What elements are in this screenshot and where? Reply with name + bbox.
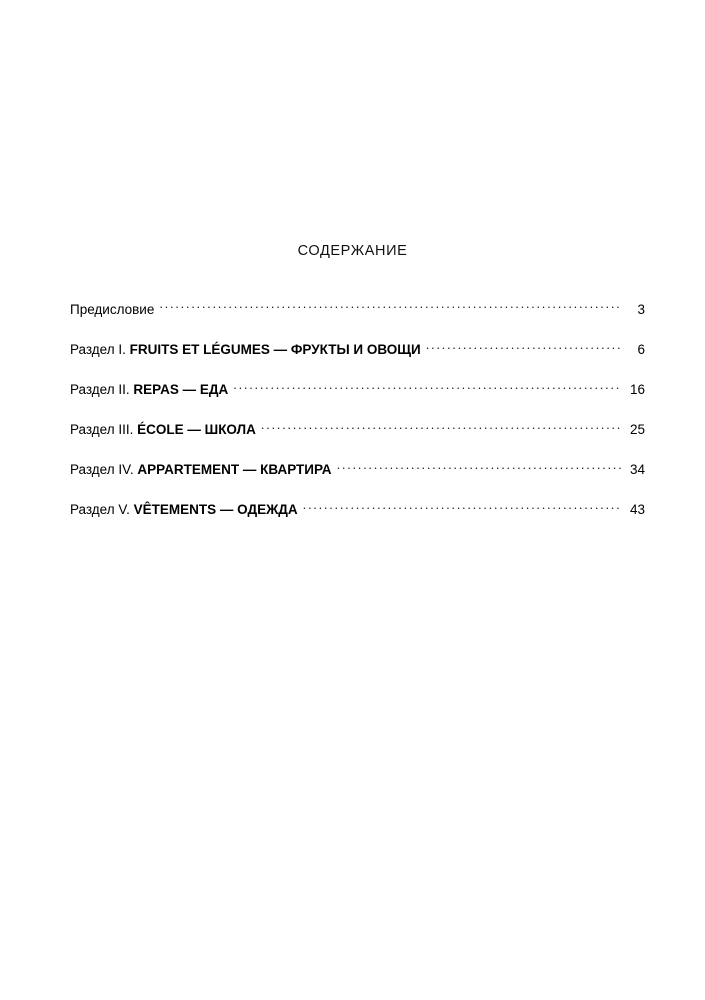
toc-entry-section-4[interactable]	[70, 461, 645, 479]
toc-entry-section-5[interactable]	[70, 501, 645, 519]
toc-leader-dots	[303, 501, 622, 515]
toc-leader-dots	[159, 300, 622, 314]
page-title: СОДЕРЖАНИЕ	[297, 243, 408, 259]
toc-entry-preface[interactable]	[70, 300, 645, 318]
toc-entry-prefix: Раздел III.	[70, 422, 138, 438]
toc-entry-page: 43	[629, 502, 645, 518]
toc-entry-title: ÉCOLE — ШКОЛА	[137, 422, 256, 438]
toc-entry-prefix: Раздел II.	[70, 381, 134, 397]
toc-entry-page: 34	[629, 462, 645, 478]
toc-entry-section-2[interactable]	[70, 380, 645, 398]
toc-entry-page: 6	[637, 341, 645, 357]
toc-entry-label	[70, 462, 332, 478]
toc-entry-label	[70, 502, 298, 518]
toc-entry-title: VÊTEMENTS — ОДЕЖДА	[133, 502, 298, 518]
toc-entry-section-1[interactable]	[70, 340, 645, 358]
toc-leader-dots	[261, 421, 622, 435]
toc-leader-dots	[426, 340, 622, 354]
toc-entry-page: 16	[629, 381, 645, 397]
toc-entry-page: 25	[629, 422, 645, 438]
toc-entry-prefix: Раздел I.	[70, 341, 130, 357]
table-of-contents	[70, 300, 645, 541]
toc-entry-prefix: Предисловие	[70, 301, 155, 317]
toc-entry-label	[70, 422, 256, 438]
toc-entry-section-3[interactable]	[70, 421, 645, 439]
toc-entry-title: FRUITS ET LÉGUMES — ФРУКТЫ И ОВОЩИ	[129, 341, 421, 357]
toc-leader-dots	[233, 380, 622, 394]
toc-entry-label	[70, 382, 228, 398]
toc-leader-dots	[337, 461, 622, 475]
toc-entry-label	[70, 342, 421, 358]
toc-entry-title: REPAS — ЕДА	[133, 381, 229, 397]
toc-entry-page: 3	[637, 301, 645, 317]
toc-entry-prefix: Раздел V.	[70, 502, 134, 518]
toc-entry-prefix: Раздел IV.	[70, 462, 138, 478]
toc-entry-title: APPARTEMENT — КВАРТИРА	[137, 462, 332, 478]
toc-entry-label	[70, 302, 154, 318]
